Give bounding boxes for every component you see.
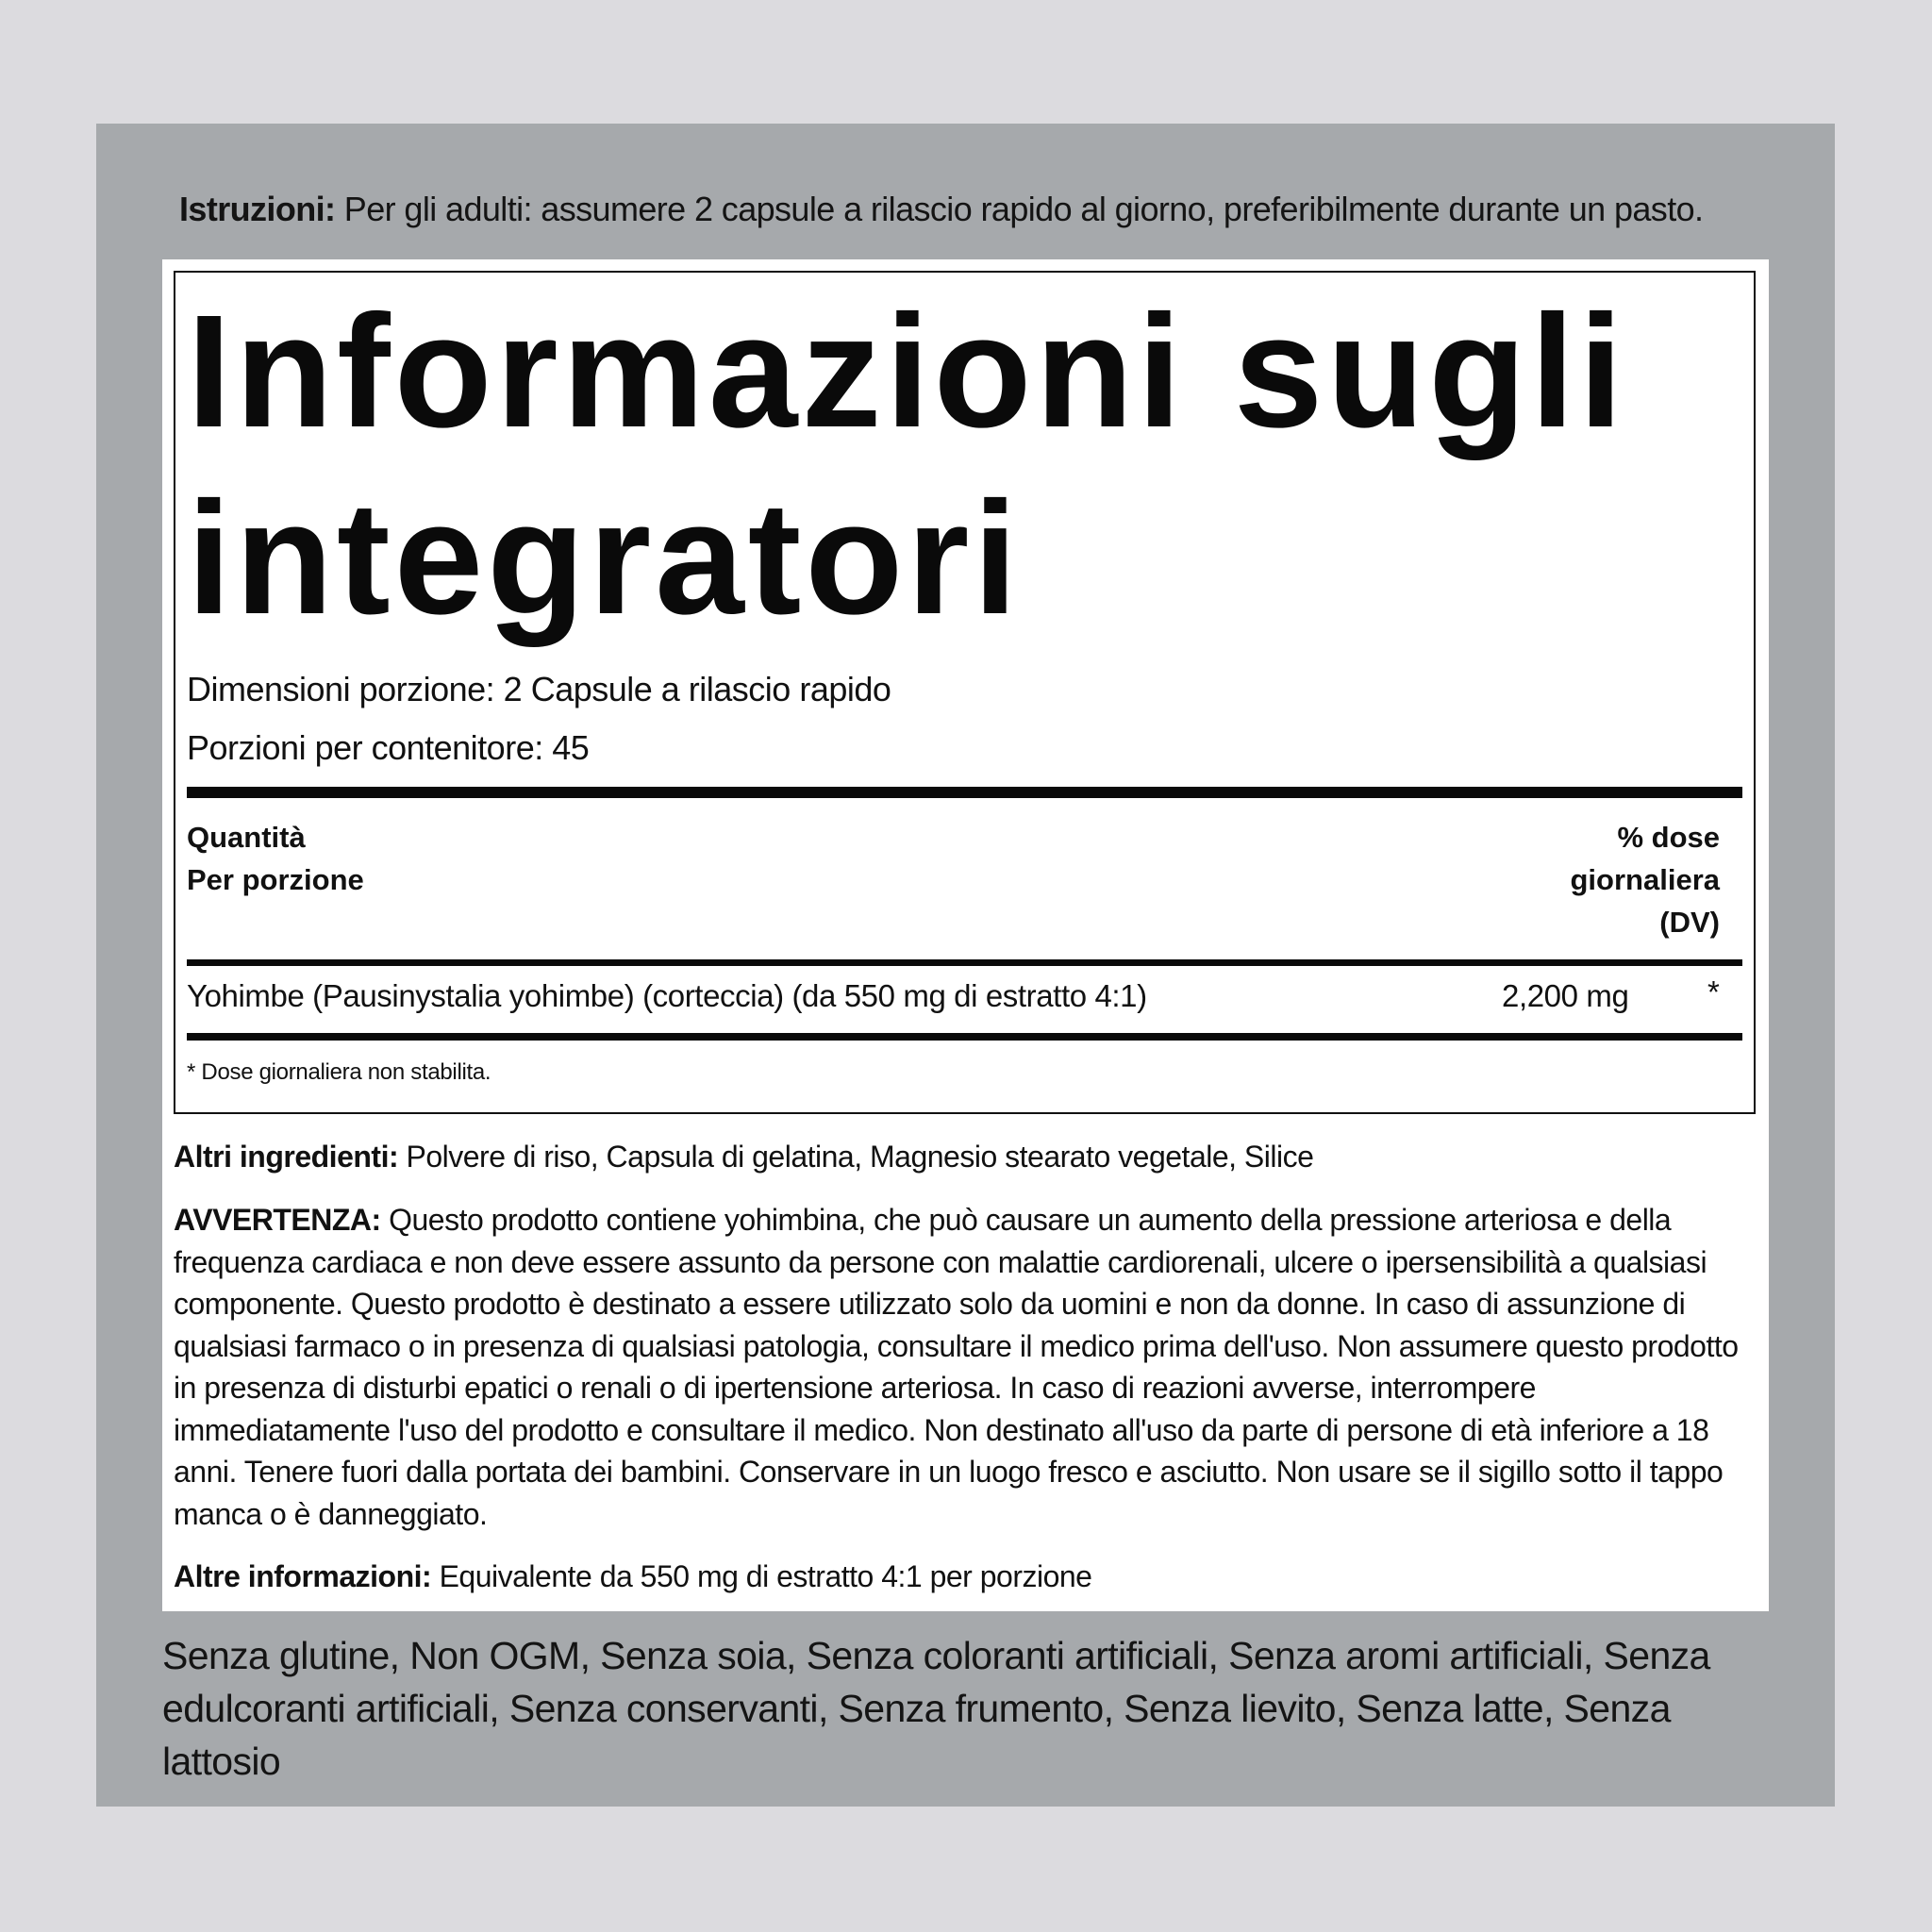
other-info-text: Equivalente da 550 mg di estratto 4:1 per porzione xyxy=(431,1559,1092,1593)
bottom-divider xyxy=(187,1033,1742,1041)
free-from-claims: Senza glutine, Non OGM, Senza soia, Senza coloranti artificiali, Senza aromi artificiali, Senza edulcoranti artificiali, Senza conservanti, Senza frumento, Senza lievito, Senza latte, Senza lattosio xyxy=(162,1634,1710,1783)
other-info xyxy=(174,1556,1758,1598)
dv-footnote: * Dose giornaliera non stabilita. xyxy=(187,1059,491,1085)
warning xyxy=(174,1199,1758,1535)
nutrient-dv: * xyxy=(1707,974,1720,1009)
other-ingredients xyxy=(174,1136,1758,1178)
dv-header-line3: (DV) xyxy=(1659,906,1720,939)
nutrient-amount: 2,200 mg xyxy=(1502,978,1629,1013)
warning-text: Questo prodotto contiene yohimbina, che può causare un aumento della pressione arteriosa e della frequenza cardiaca e non deve essere assunto da persone con malattie cardiorenali, ulcere o ipersensibilità a qualsiasi componente. Questo prodotto è destinato a essere utilizzato solo da uomini e non da donne. In caso di assunzione di qualsiasi farmaco o in presenza di qualsiasi patologia, consultare il medico prima dell'uso. Non assumere questo prodotto in presenza di disturbi epatici o renali o di ipertensione arteriosa. In caso di reazioni avverse, interrompere immediatamente l'uso del prodotto e consultare il medico. Non destinato all'uso da parte di persone di età inferiore a 18 anni. Tenere fuori dalla portata dei bambini. Conservare in un luogo fresco e asciutto. Non usare se il sigillo sotto il tappo manca o è danneggiato. xyxy=(174,1203,1739,1531)
amount-header-line2: Per porzione xyxy=(187,863,364,896)
medium-divider xyxy=(187,959,1742,966)
supplement-facts-box xyxy=(174,271,1756,1114)
serving-size: Dimensioni porzione: 2 Capsule a rilascio rapido xyxy=(187,670,891,708)
amount-header xyxy=(187,816,364,901)
dv-header-line2: giornaliera xyxy=(1570,863,1720,896)
facts-title: Informazioni sugli integratori xyxy=(187,282,1627,648)
dv-header xyxy=(1571,816,1721,943)
warning-label: AVVERTENZA: xyxy=(174,1203,381,1237)
instructions-label: Istruzioni: xyxy=(179,190,336,228)
instructions xyxy=(179,185,1703,234)
servings-per-container: Porzioni per contenitore: 45 xyxy=(187,728,590,767)
other-info-label: Altre informazioni: xyxy=(174,1559,432,1593)
dv-header-line1: % dose xyxy=(1617,821,1720,854)
nutrient-name: Yohimbe (Pausinystalia yohimbe) (corteccia) (da 550 mg di estratto 4:1) xyxy=(187,978,1147,1013)
other-ingredients-label: Altri ingredienti: xyxy=(174,1140,399,1174)
instructions-text: Per gli adulti: assumere 2 capsule a rilascio rapido al giorno, preferibilmente durante un pasto. xyxy=(335,190,1704,228)
amount-header-line1: Quantità xyxy=(187,821,306,854)
thick-divider xyxy=(187,787,1742,798)
other-ingredients-text: Polvere di riso, Capsula di gelatina, Magnesio stearato vegetale, Silice xyxy=(398,1140,1314,1174)
